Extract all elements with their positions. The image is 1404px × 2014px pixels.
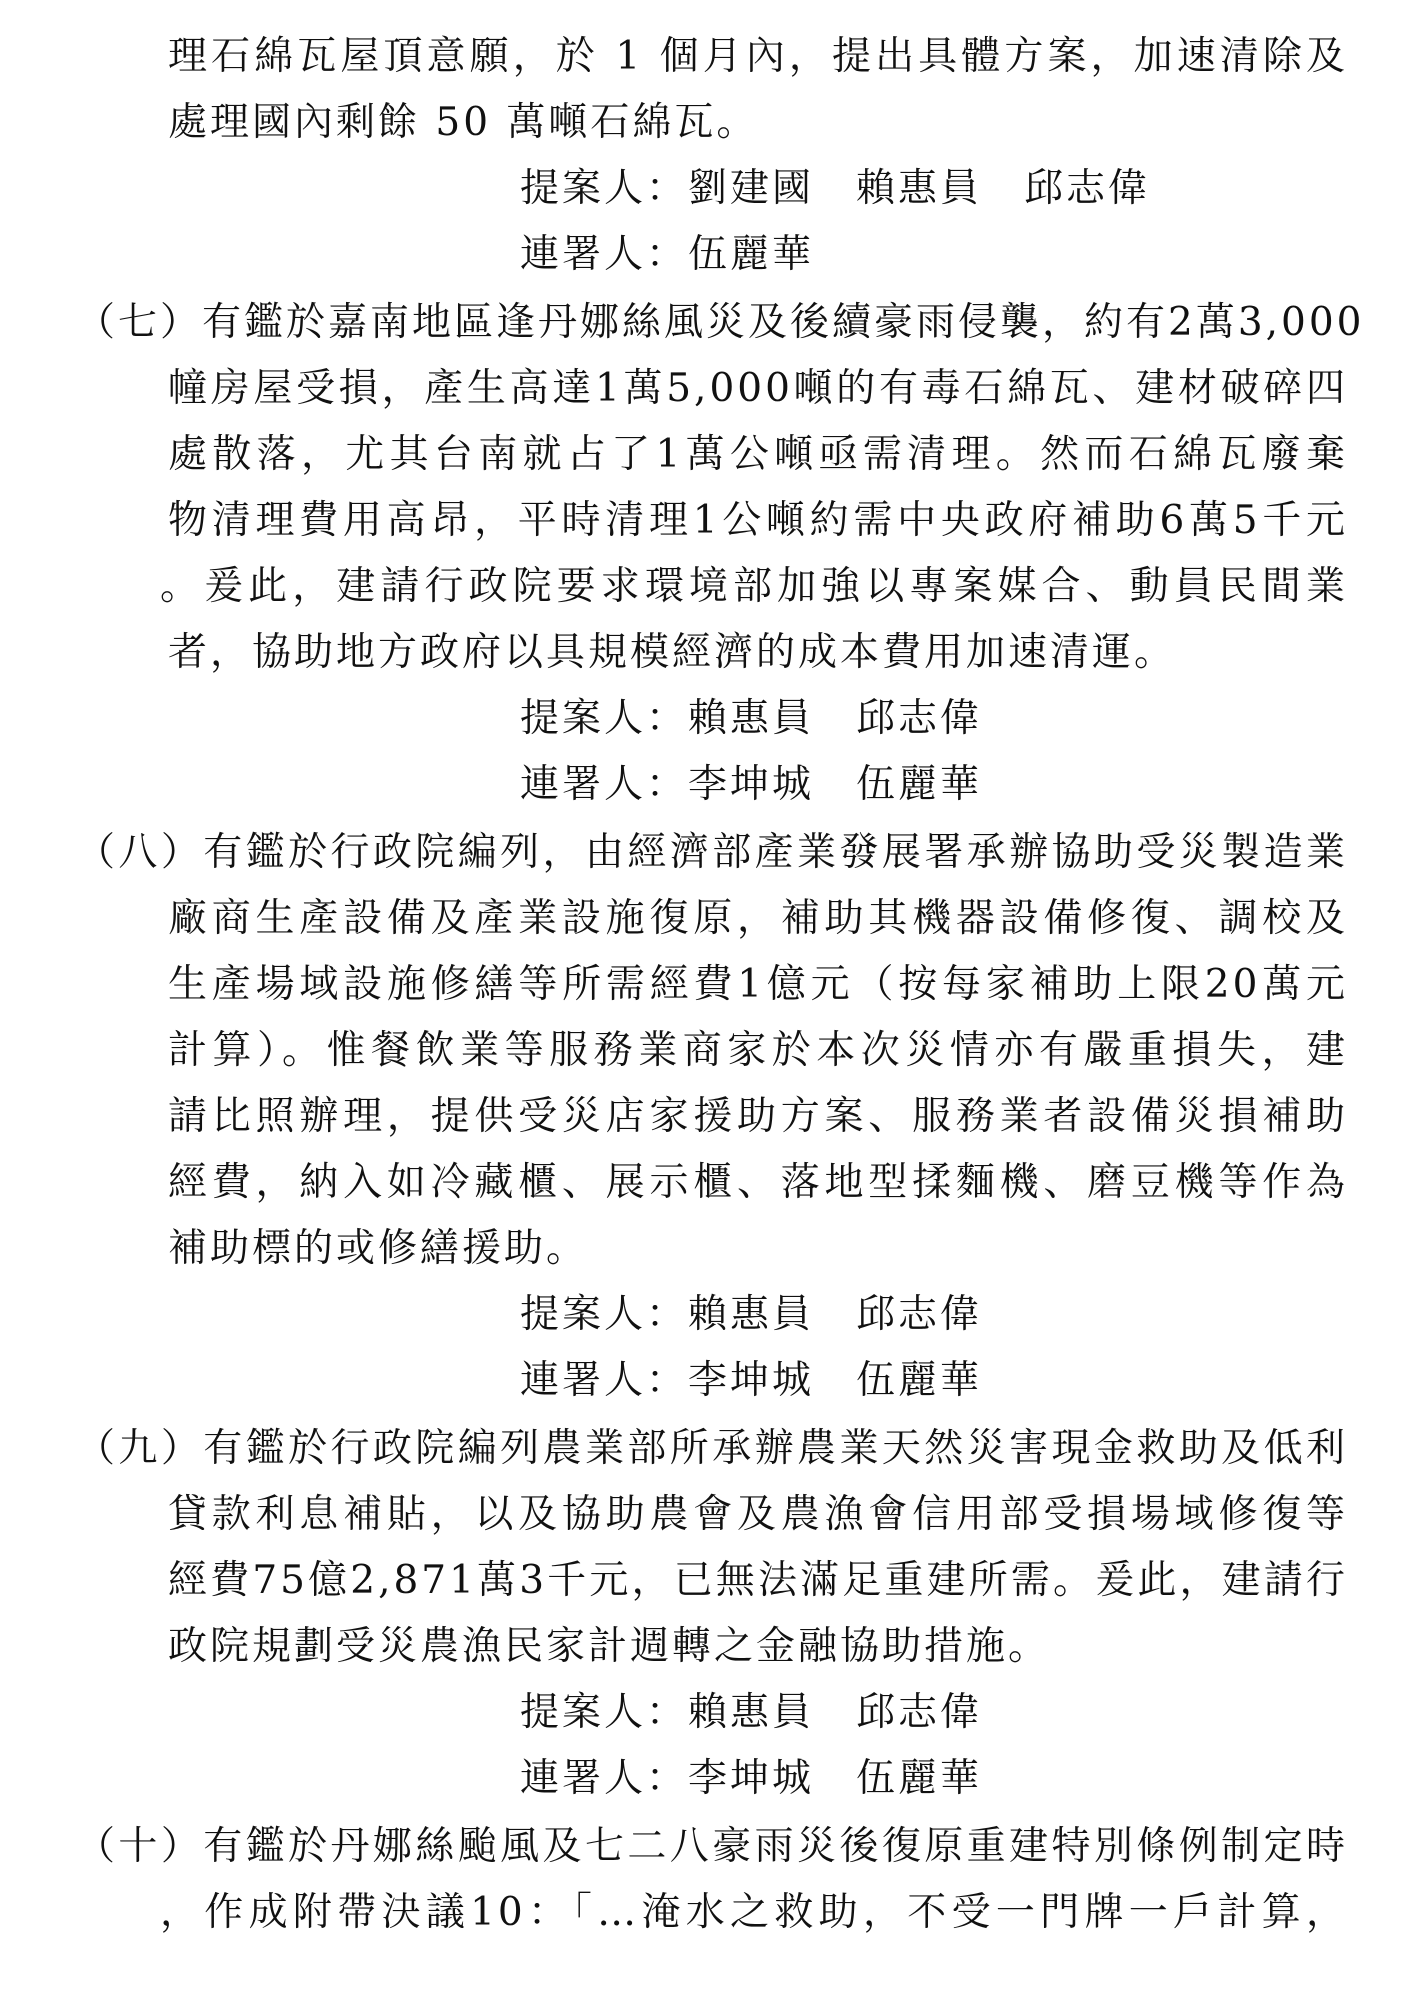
- intro-cosigner: 連署人：伍麗華: [520, 232, 815, 277]
- item-10-line-1: （十）有鑑於丹娜絲颱風及七二八豪雨災後復原重建特別條例制定時: [76, 1824, 1348, 1869]
- item-8-line-6: 經費，納入如冷藏櫃、展示櫃、落地型揉麵機、磨豆機等作為: [168, 1160, 1348, 1205]
- item-9-line-3: 經費75億2,871萬3千元，已無法滿足重建所需。爰此，建請行: [168, 1558, 1348, 1603]
- item-7-line-2: 幢房屋受損，產生高達1萬5,000噸的有毒石綿瓦、建材破碎四: [168, 366, 1348, 411]
- item-8-line-4: 計算）。惟餐飲業等服務業商家於本次災情亦有嚴重損失，建: [168, 1028, 1348, 1073]
- item-7-line-1: （七）有鑑於嘉南地區逢丹娜絲風災及後續豪雨侵襲，約有2萬3,000: [76, 300, 1365, 345]
- item-8-line-5: 請比照辦理，提供受災店家援助方案、服務業者設備災損補助: [168, 1094, 1348, 1139]
- item-8-proposer: 提案人：賴惠員 邱志偉: [520, 1292, 983, 1337]
- item-8-line-2: 廠商生產設備及產業設施復原，補助其機器設備修復、調校及: [168, 896, 1348, 941]
- item-7-line-5: 。爰此，建請行政院要求環境部加強以專案媒合、動員民間業: [160, 564, 1348, 609]
- item-7-line-3: 處散落，尤其台南就占了1萬公噸亟需清理。然而石綿瓦廢棄: [168, 432, 1348, 477]
- item-9-cosigner: 連署人：李坤城 伍麗華: [520, 1756, 983, 1801]
- item-7-proposer: 提案人：賴惠員 邱志偉: [520, 696, 983, 741]
- item-9-proposer: 提案人：賴惠員 邱志偉: [520, 1690, 983, 1735]
- item-9-line-1: （九）有鑑於行政院編列農業部所承辦農業天然災害現金救助及低利: [76, 1426, 1348, 1471]
- item-8-line-3: 生產場域設施修繕等所需經費1億元（按每家補助上限20萬元: [168, 962, 1348, 1007]
- item-9-line-2: 貸款利息補貼，以及協助農會及農漁會信用部受損場域修復等: [168, 1492, 1348, 1537]
- item-8-line-7: 補助標的或修繕援助。: [168, 1226, 589, 1271]
- item-10-line-2: ，作成附帶決議10：「…淹水之救助，不受一門牌一戶計算，: [160, 1890, 1348, 1935]
- item-8-cosigner: 連署人：李坤城 伍麗華: [520, 1358, 983, 1403]
- intro-line-1: 理石綿瓦屋頂意願，於 1 個月內，提出具體方案，加速清除及: [168, 34, 1348, 79]
- item-8-line-1: （八）有鑑於行政院編列，由經濟部產業發展署承辦協助受災製造業: [76, 830, 1348, 875]
- intro-line-2: 處理國內剩餘 50 萬噸石綿瓦。: [168, 100, 759, 145]
- item-7-line-4: 物清理費用高昂，平時清理1公噸約需中央政府補助6萬5千元: [168, 498, 1348, 543]
- item-7-line-6: 者，協助地方政府以具規模經濟的成本費用加速清運。: [168, 630, 1177, 675]
- item-7-cosigner: 連署人：李坤城 伍麗華: [520, 762, 983, 807]
- intro-proposer: 提案人：劉建國 賴惠員 邱志偉: [520, 166, 1151, 211]
- item-9-line-4: 政院規劃受災農漁民家計週轉之金融協助措施。: [168, 1624, 1051, 1669]
